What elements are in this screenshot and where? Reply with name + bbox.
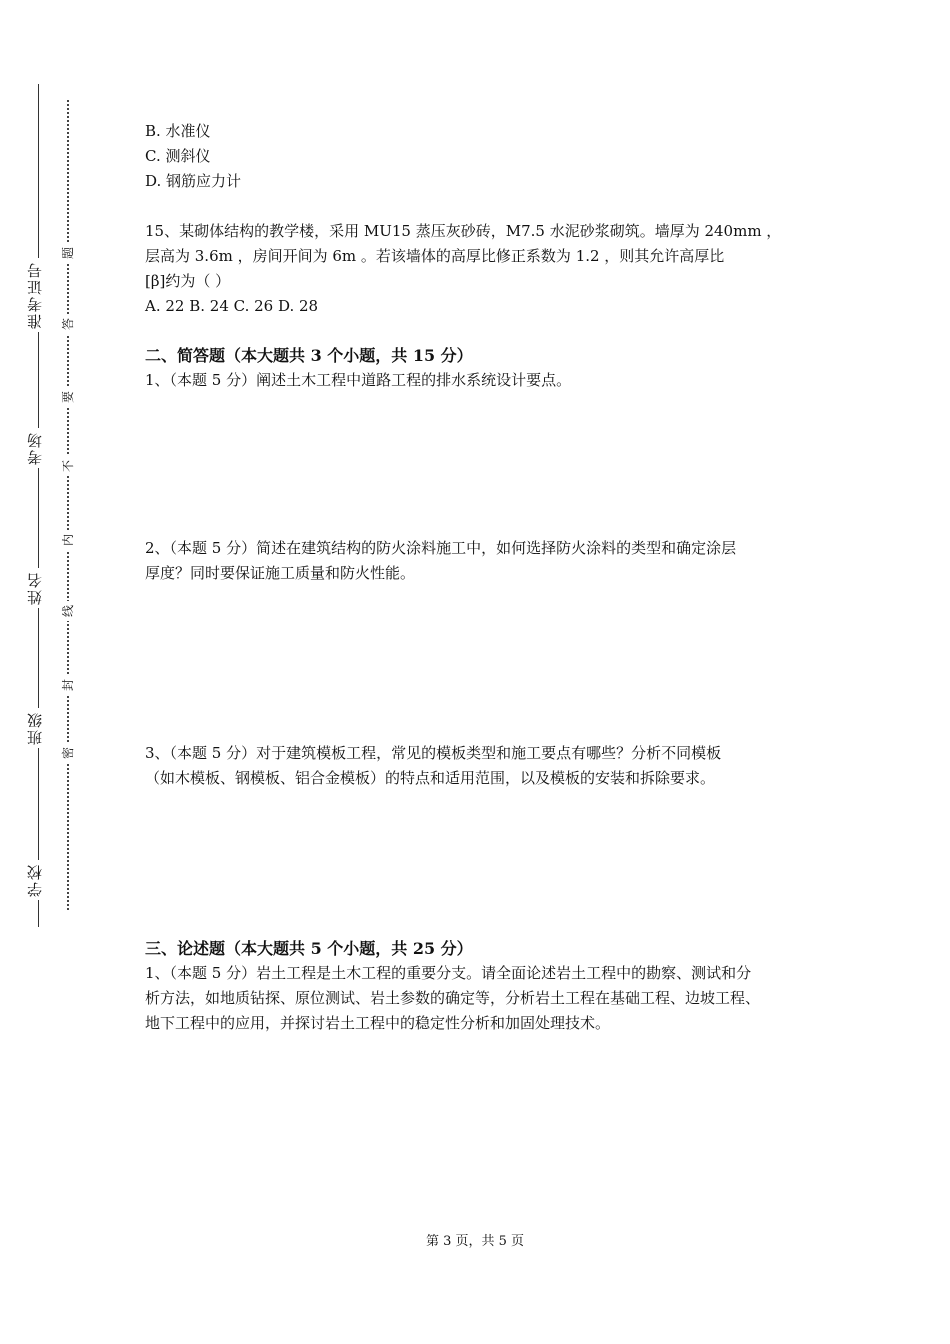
exam-room-field-label: 考场 (18, 428, 52, 468)
section-2-question-2 (145, 536, 825, 741)
question-text-line: 1、（本题 5 分）岩土工程是土木工程的重要分支。请全面论述岩土工程中的勘察、测试和分 (145, 964, 752, 982)
question-text-line: 析方法，如地质钻探、原位测试、岩土参数的确定等，分析岩土工程在基础工程、边坡工程、 (145, 989, 761, 1007)
option-line: B. 水准仪 (145, 122, 211, 140)
admission-number-field-label: 准考证号 (18, 258, 52, 332)
seal-char: 要 (59, 387, 77, 407)
seal-char: 题 (59, 243, 77, 263)
seal-char: 不 (59, 456, 77, 476)
option-line: C. 测斜仪 (145, 147, 211, 165)
name-field-label: 姓名 (18, 568, 52, 608)
question-text-line: （如木模板、钢模板、铝合金模板）的特点和适用范围，以及模板的安装和拆除要求。 (145, 769, 716, 787)
school-field-label: 学校 (18, 860, 52, 900)
seal-char: 密 (59, 743, 77, 763)
seal-char: 内 (59, 530, 77, 550)
section-2-heading: 二、简答题（本大题共 3 个小题，共 15 分） (145, 346, 473, 365)
option-line: D. 钢筋应力计 (145, 172, 242, 190)
question-text-line: 层高为 3.6m ，房间开间为 6m 。若该墙体的高厚比修正系数为 1.2 ，则其允许高厚比 (145, 247, 725, 265)
page-footer: 第 3 页，共 5 页 (425, 1234, 525, 1249)
question-text-line: 15、某砌体结构的教学楼，采用 MU15 蒸压灰砂砖，M7.5 水泥砂浆砌筑。墙厚为 240mm ， (145, 222, 782, 240)
class-field-label: 班级 (18, 708, 52, 748)
question-text-line: 1、（本题 5 分）阐述土木工程中道路工程的排水系统设计要点。 (145, 371, 572, 389)
section-2-question-1 (145, 368, 825, 536)
seal-char: 答 (59, 314, 77, 334)
question-text-line: [β]约为（ ） (145, 272, 231, 290)
seal-char: 封 (59, 675, 77, 695)
section-2-question-3 (145, 741, 825, 936)
question-text-line: 地下工程中的应用，并探讨岩土工程中的稳定性分析和加固处理技术。 (145, 1014, 611, 1032)
seal-dotted-line (67, 100, 69, 910)
section-3-question-1 (145, 961, 825, 1036)
binding-margin (0, 0, 100, 1344)
question-text-line: 厚度？同时要保证施工质量和防火性能。 (145, 564, 416, 582)
binding-solid-line (38, 84, 39, 927)
section-3-heading: 三、论述题（本大题共 5 个小题，共 25 分） (145, 939, 473, 958)
question-text-line: 2、（本题 5 分）简述在建筑结构的防火涂料施工中，如何选择防火涂料的类型和确定涂层 (145, 539, 737, 557)
question-options-line: A. 22 B. 24 C. 26 D. 28 (145, 297, 319, 315)
exam-content (145, 119, 825, 1036)
question-text-line: 3、（本题 5 分）对于建筑模板工程，常见的模板类型和施工要点有哪些？分析不同模板 (145, 744, 722, 762)
seal-char: 线 (59, 601, 77, 621)
question-15 (145, 219, 825, 319)
